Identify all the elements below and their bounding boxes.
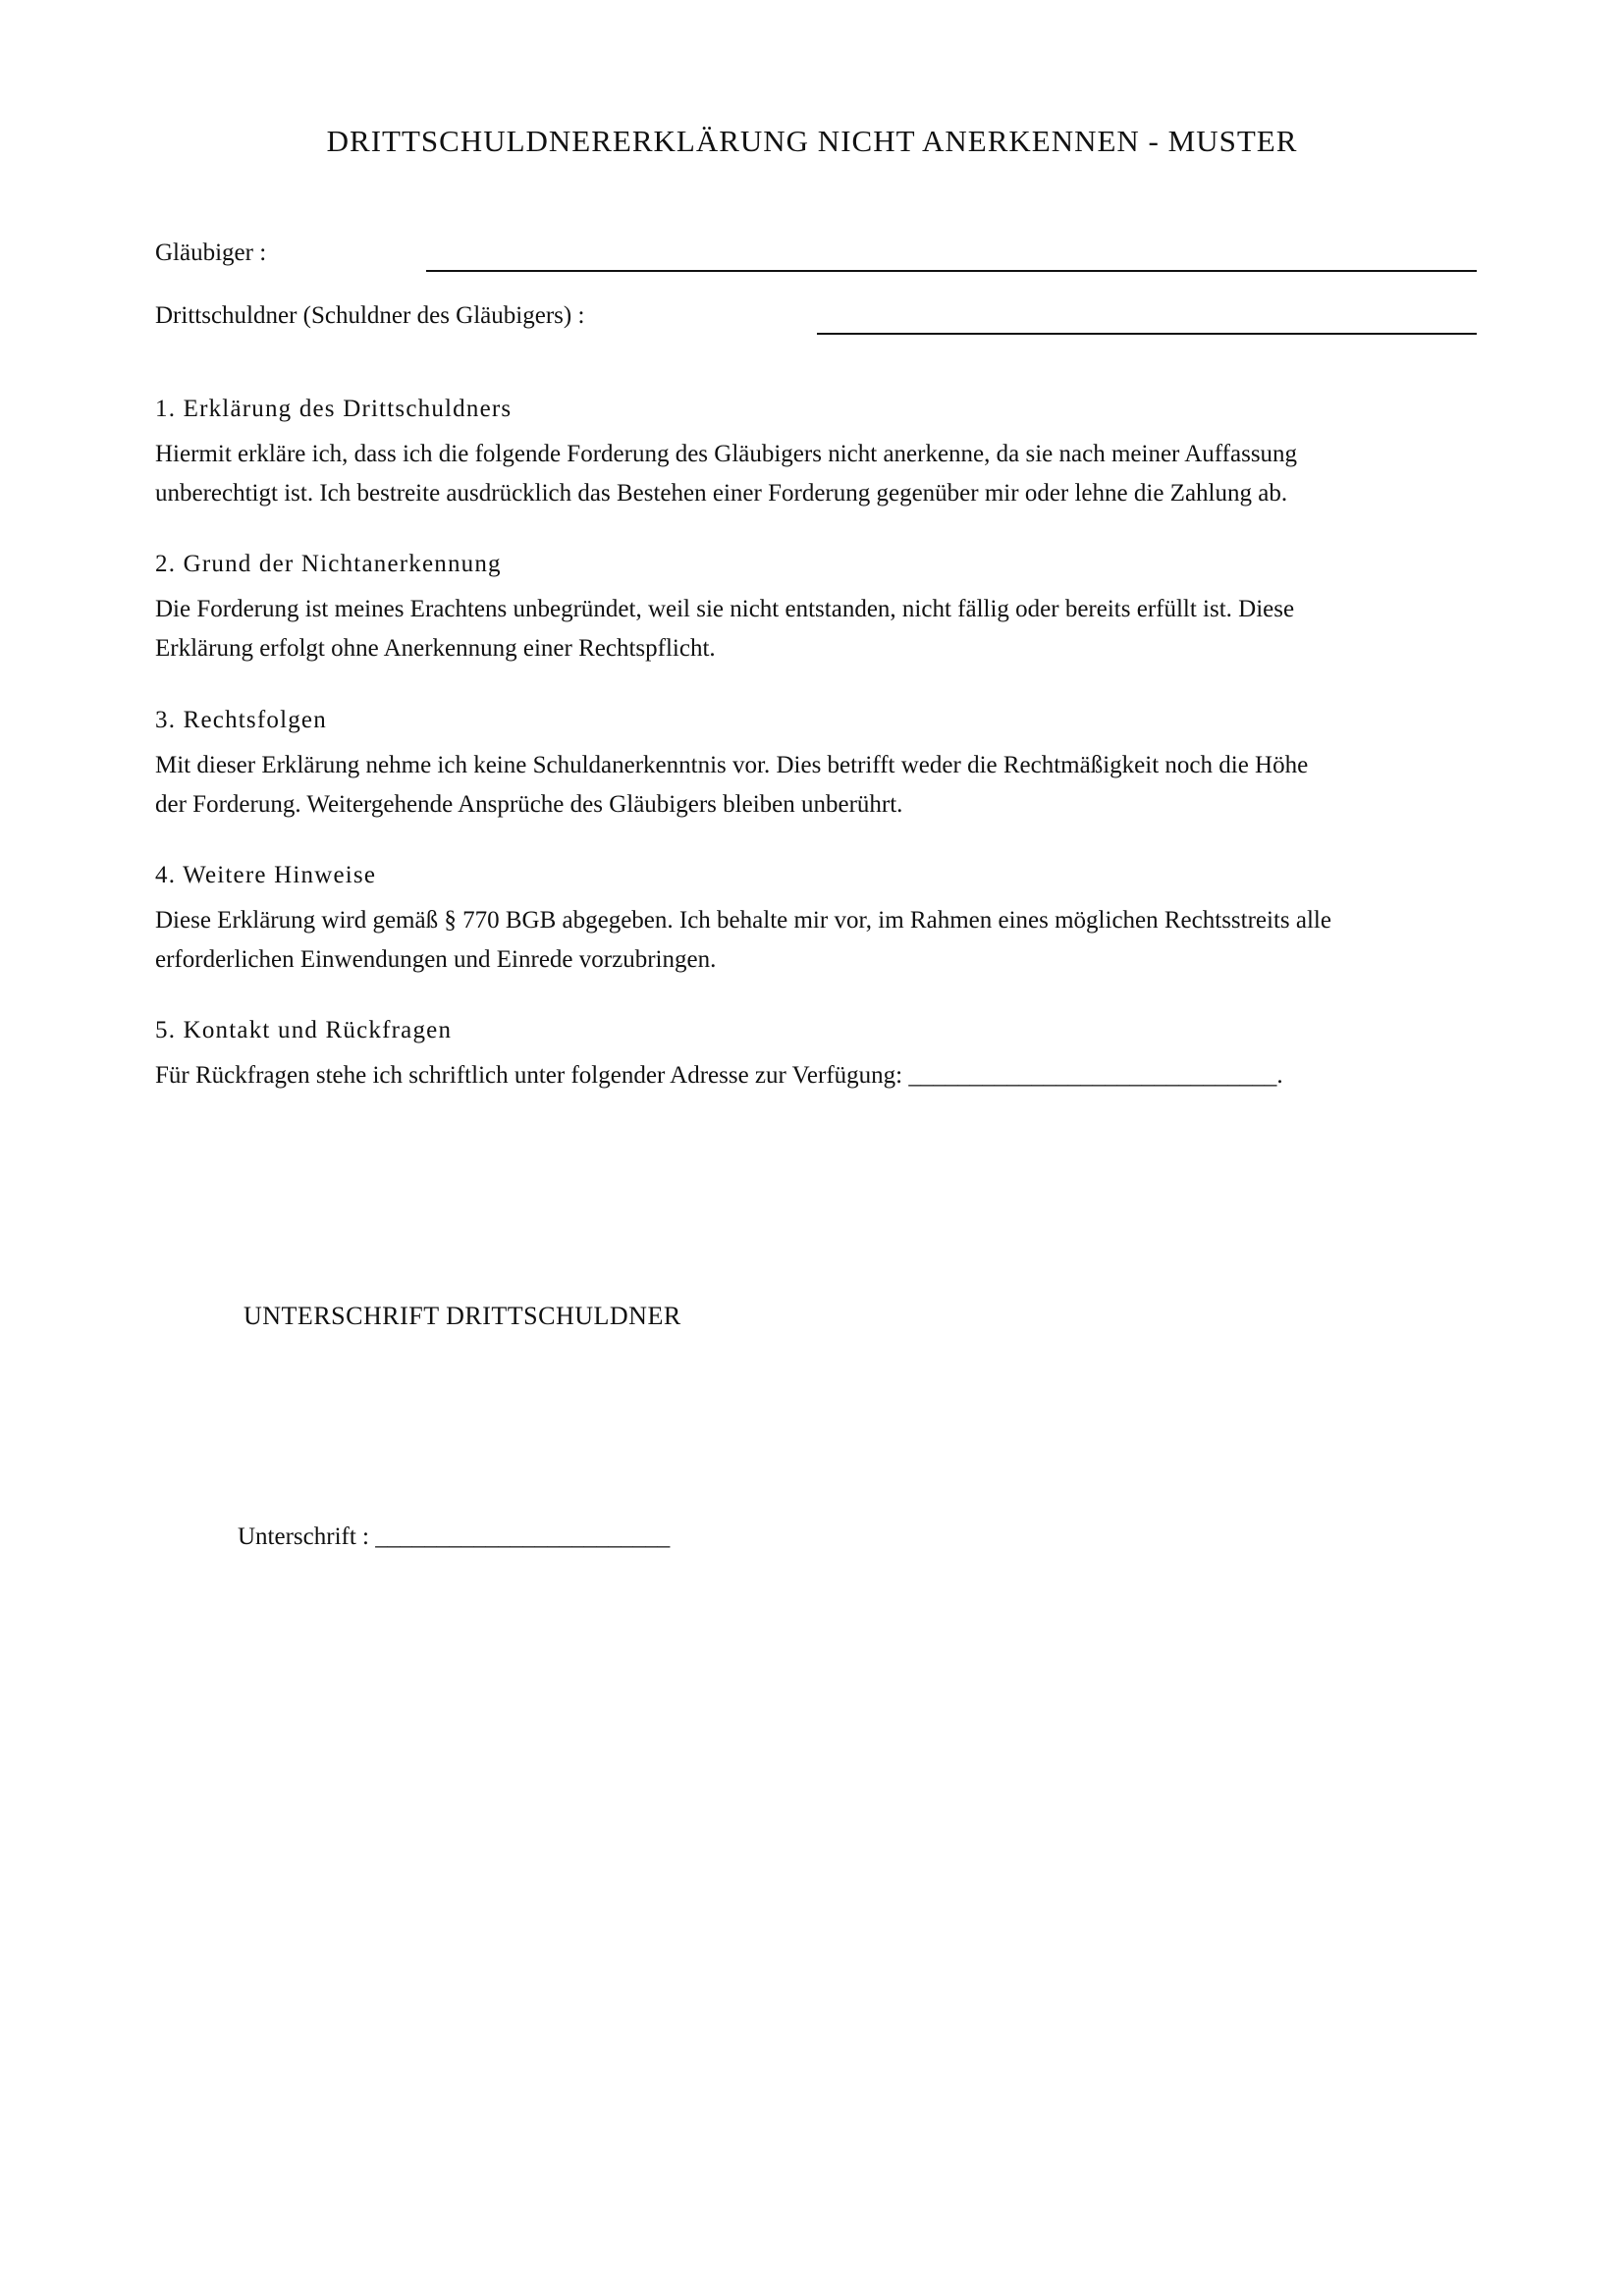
creditor-label: Gläubiger : xyxy=(155,240,267,266)
section-heading: 5. Kontakt und Rückfragen xyxy=(155,1017,453,1043)
third-party-debtor-label: Drittschuldner (Schuldner des Gläubigers) : xyxy=(155,302,585,329)
section-body: Diese Erklärung wird gemäß § 770 BGB abgegeben. Ich behalte mir vor, im Rahmen eines möglichen Rechtsstreits alle erforderlichen Einwendungen und Einrede vorzubringen. xyxy=(155,907,1331,973)
section-heading: 3. Rechtsfolgen xyxy=(155,707,327,733)
section-heading: 1. Erklärung des Drittschuldners xyxy=(155,396,513,422)
section-legal-consequences xyxy=(155,707,1490,825)
section-body: Für Rückfragen stehe ich schriftlich unter folgender Adresse zur Verfügung: ______________________________. xyxy=(155,1062,1283,1089)
third-party-debtor-input-line[interactable] xyxy=(817,333,1477,335)
section-heading: 4. Weitere Hinweise xyxy=(155,862,377,888)
creditor-input-line[interactable] xyxy=(426,270,1477,272)
section-declaration xyxy=(155,396,1490,513)
section-body: Hiermit erkläre ich, dass ich die folgende Forderung des Gläubigers nicht anerkenne, da sie nach meiner Auffassung unberechtigt ist. Ich bestreite ausdrücklich das Bestehen einer Forderung gegenüber mir oder lehne die Zahlung ab. xyxy=(155,441,1298,507)
section-reason xyxy=(155,551,1490,668)
document-title: DRITTSCHULDNERERKLÄRUNG NICHT ANERKENNEN - MUSTER xyxy=(326,124,1298,158)
signature-field[interactable]: Unterschrift : ________________________ xyxy=(238,1523,671,1550)
section-further-notes xyxy=(155,862,1490,980)
third-party-debtor-field xyxy=(155,302,1477,342)
creditor-field xyxy=(155,240,1477,279)
section-contact xyxy=(155,1017,1490,1095)
section-body: Mit dieser Erklärung nehme ich keine Schuldanerkenntnis vor. Dies betrifft weder die Rechtmäßigkeit noch die Höhe der Forderung. Weitergehende Ansprüche des Gläubigers bleiben unberührt. xyxy=(155,752,1309,818)
section-heading: 2. Grund der Nichtanerkennung xyxy=(155,551,502,577)
section-body: Die Forderung ist meines Erachtens unbegründet, weil sie nicht entstanden, nicht fällig oder bereits erfüllt ist. Diese Erklärung erfolgt ohne Anerkennung einer Rechtspflicht. xyxy=(155,596,1295,662)
signature-heading: UNTERSCHRIFT DRITTSCHULDNER xyxy=(244,1302,681,1330)
